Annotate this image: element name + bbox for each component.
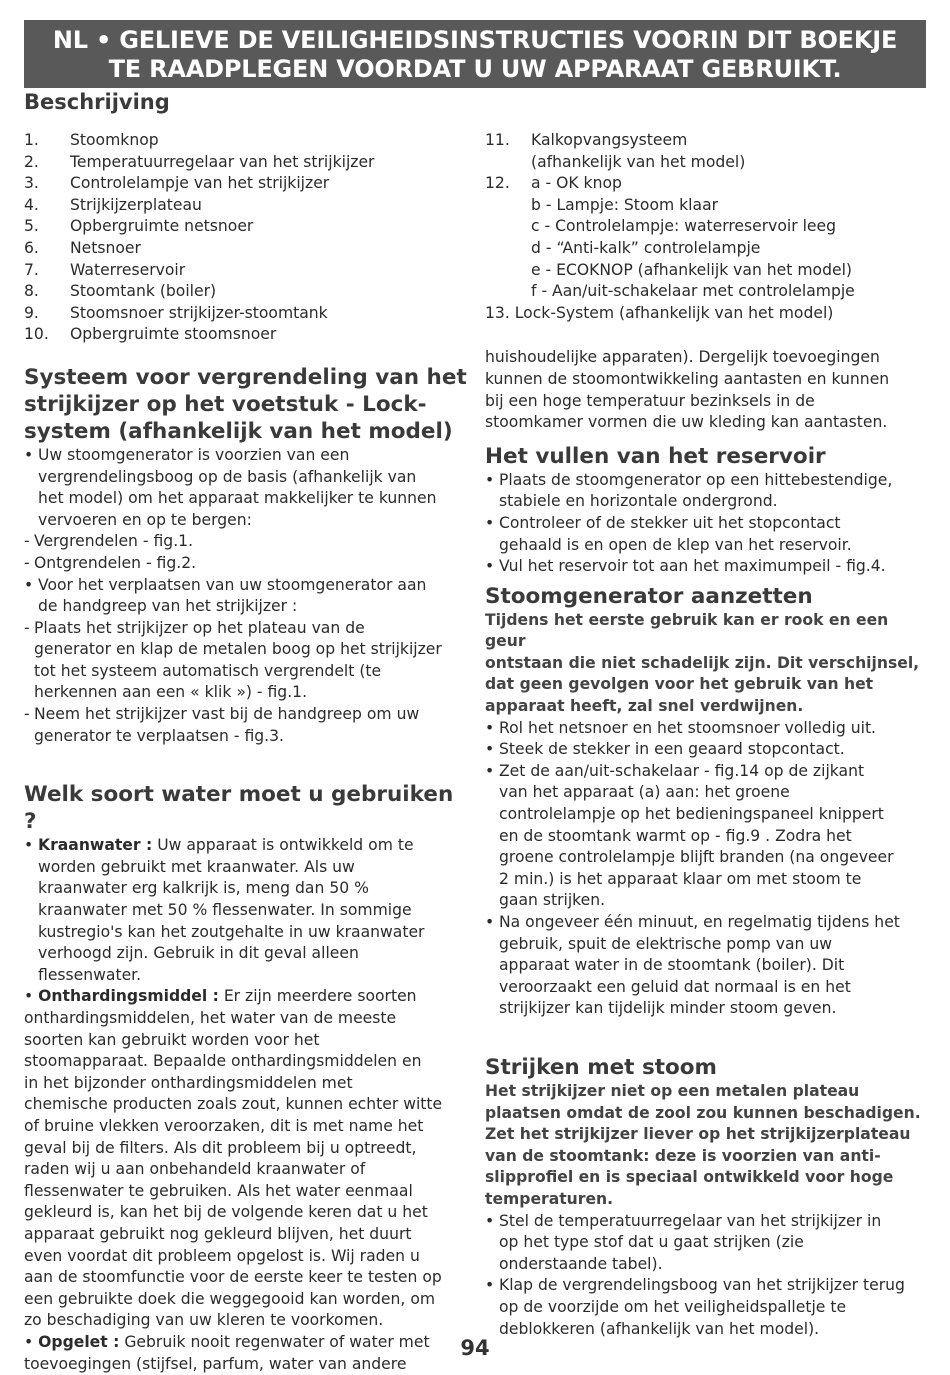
banner-line-1: NL • GELIEVE DE VEILIGHEIDSINSTRUCTIES VOORIN DIT BOEKJE <box>52 26 898 54</box>
opgelet-paragraph: • Opgelet : Gebruik nooit regenwater of water met toevoegingen (stijfsel, parfum, water van andere <box>24 1332 430 1373</box>
list-item: (afhankelijk van het model) <box>531 152 746 171</box>
list-item: 10. Opbergruimte stoomsnoer <box>24 325 277 344</box>
paragraph-label: Opgelet : <box>38 1332 120 1351</box>
paragraph-label: Kraanwater : <box>38 836 153 855</box>
list-item: • Plaats de stoomgenerator op een hittebestendige, stabiele en horizontale ondergrond. <box>485 470 893 511</box>
list-item: 3. Controlelampje van het strijkijzer <box>24 174 330 193</box>
water-continued: huishoudelijke apparaten). Dergelijk toevoegingen kunnen de stoomontwikkeling aantasten en kunnen bij een hoge temperatuur bezinksels in de stoomkamer vormen die uw kleding kan aantasten. <box>485 348 890 432</box>
vullen-heading: Het vullen van het reservoir <box>485 443 826 469</box>
list-item: 9. Stoomsnoer strijkijzer-stoomtank <box>24 303 328 322</box>
list-item: - Vergrendelen - fig.1. <box>24 532 194 551</box>
list-item: • Controleer of de stekker uit het stopcontact gehaald is en open de klep van het reservoir. <box>485 513 852 554</box>
list-item: 6. Netsnoer <box>24 238 141 257</box>
left-column <box>24 130 472 1375</box>
list-item: • Stel de temperatuurregelaar van het strijkijzer in op het type stof dat u gaat strijken (zie onderstaande tabel). <box>485 1211 882 1273</box>
strijken-warning: Het strijkijzer niet op een metalen plateau plaatsen omdat de zool zou kunnen beschadigen. Zet het strijkijzer liever op het strijkijzerplateau van de stoomtank: deze is voorzien van anti- slipprofiel en is speciaal ontwikkeld voor hoge temperaturen. <box>485 1081 921 1208</box>
list-item: d - “Anti-kalk” controlelampje <box>531 238 761 257</box>
list-item: 11. Kalkopvangsysteem <box>485 131 688 149</box>
list-item: • Na ongeveer één minuut, en regelmatig tijdens het gebruik, spuit de elektrische pomp van uw apparaat water in de stoomtank (boiler). Dit veroorzaakt een geluid dat normaal is en het strijkijzer kan tijdelijk minder stoom geven. <box>485 913 900 1018</box>
parts-list-left <box>24 130 472 346</box>
list-item: - Plaats het strijkijzer op het plateau van de generator en klap de metalen boog op het strijkijzer tot het systeem automatisch vergrendelt (te herkennen aan een « klik ») - fig.1. <box>24 618 442 702</box>
list-item: • Rol het netsnoer en het stoomsnoer volledig uit. <box>485 718 877 737</box>
list-item: 5. Opbergruimte netsnoer <box>24 217 254 236</box>
list-item: • Steek de stekker in een geaard stopcontact. <box>485 740 845 759</box>
lock-section <box>24 364 472 747</box>
list-item: f - Aan/uit-schakelaar met controlelampje <box>531 282 855 301</box>
strijken-heading: Strijken met stoom <box>485 1054 717 1080</box>
aanzetten-warning: Tijdens het eerste gebruik kan er rook en een geur ontstaan die niet schadelijk zijn. Dit verschijnsel, dat geen gevolgen voor het gebruik van het apparaat heeft, zal snel verdwijnen. <box>485 610 920 716</box>
safety-banner <box>24 20 926 88</box>
banner-line-2: TE RAADPLEGEN VOORDAT U UW APPARAAT GEBRUIKT. <box>108 55 842 83</box>
list-item: - Neem het strijkijzer vast bij de handgreep om uw generator te verplaatsen - fig.3. <box>24 705 420 745</box>
list-item: • Uw stoomgenerator is voorzien van een vergrendelingsboog op de basis (afhankelijk van het model) om het apparaat makkelijker te kunnen vervoeren en op te bergen: <box>24 445 437 529</box>
list-item: • Klap de vergrendelingsboog van het strijkijzer terug op de voorzijde om het veiligheidspalletje te deblokkeren (afhankelijk van het model). <box>485 1276 905 1338</box>
list-item: 8. Stoomtank (boiler) <box>24 282 217 301</box>
list-item: 7. Waterreservoir <box>24 260 186 279</box>
list-item: • Vul het reservoir tot aan het maximumpeil - fig.4. <box>485 557 886 576</box>
list-item: c - Controlelampje: waterreservoir leeg <box>531 217 837 236</box>
list-item: 13. Lock-System (afhankelijk van het model) <box>485 303 834 322</box>
aanzetten-heading: Stoomgenerator aanzetten <box>485 583 813 609</box>
list-item: 12. a - OK knop <box>485 174 622 193</box>
list-item: e - ECOKNOP (afhankelijk van het model) <box>531 260 852 279</box>
water-heading: Welk soort water moet u gebruiken ? <box>24 782 454 835</box>
list-item: 1. Stoomknop <box>24 131 159 149</box>
strijken-section <box>485 1054 926 1340</box>
list-item: • Zet de aan/uit-schakelaar - fig.14 op de zijkant van het apparaat (a) aan: het groene controlelampje op het bedieningspaneel knippert en de stoomtank warmt op - fig.9 . Zodra het groene controlelampje blijft branden (na ongeveer 2 min.) is het apparaat klaar om met stoom te gaan strijken. <box>485 761 894 910</box>
page-number: 94 <box>460 1336 490 1360</box>
water-section <box>24 781 472 1375</box>
list-item: • Kraanwater : Uw apparaat is ontwikkeld om te worden gebruikt met kraanwater. Als uw kraanwater erg kalkrijk is, meng dan 50 % kraanwater met 50 % flessenwater. In sommige kustregio's kan het zoutgehalte in uw kraanwater verhoogd zijn. Gebruik in dit geval alleen flessenwater. <box>24 836 425 984</box>
parts-list-right <box>485 130 926 324</box>
ontharding-paragraph: • Onthardingsmiddel : Er zijn meerdere soorten onthardingsmiddelen, het water van de meeste soorten kan gebruikt worden voor het stoomapparaat. Bepaalde onthardingsmiddelen en in het bijzonder onthardingsmiddelen met chemische producten zoals zout, kunnen echter witte of bruine vlekken veroorzaken, dit is met name het geval bij de filters. Als dit probleem bij u optreedt, raden wij u aan onbehandeld kraanwater of flessenwater te gebruiken. Als het water eenmaal gekleurd is, kan het bij de volgende keren dat u het apparaat gebruikt nog gekleurd blijven, het duurt even voordat dit probleem opgelost is. Wij raden u aan de stoomfunctie voor de eerste keer te testen op een gebruikte doek die weggegooid kan worden, om zo beschadiging van uw kleren te voorkomen. <box>24 987 443 1330</box>
vullen-section <box>485 443 926 578</box>
beschrijving-heading: Beschrijving <box>24 90 170 114</box>
list-item: 2. Temperatuurregelaar van het strijkijzer <box>24 152 375 171</box>
lock-heading: Systeem voor vergrendeling van het strijkijzer op het voetstuk - Lock- system (afhankelijk van het model) <box>24 364 467 444</box>
list-item: • Voor het verplaatsen van uw stoomgenerator aan de handgreep van het strijkijzer : <box>24 575 427 616</box>
list-item: b - Lampje: Stoom klaar <box>531 195 719 214</box>
right-column <box>485 130 926 1340</box>
list-item: 4. Strijkijzerplateau <box>24 195 202 214</box>
list-item: - Ontgrendelen - fig.2. <box>24 553 197 572</box>
paragraph-label: Onthardingsmiddel : <box>38 987 219 1006</box>
aanzetten-section <box>485 583 926 1020</box>
